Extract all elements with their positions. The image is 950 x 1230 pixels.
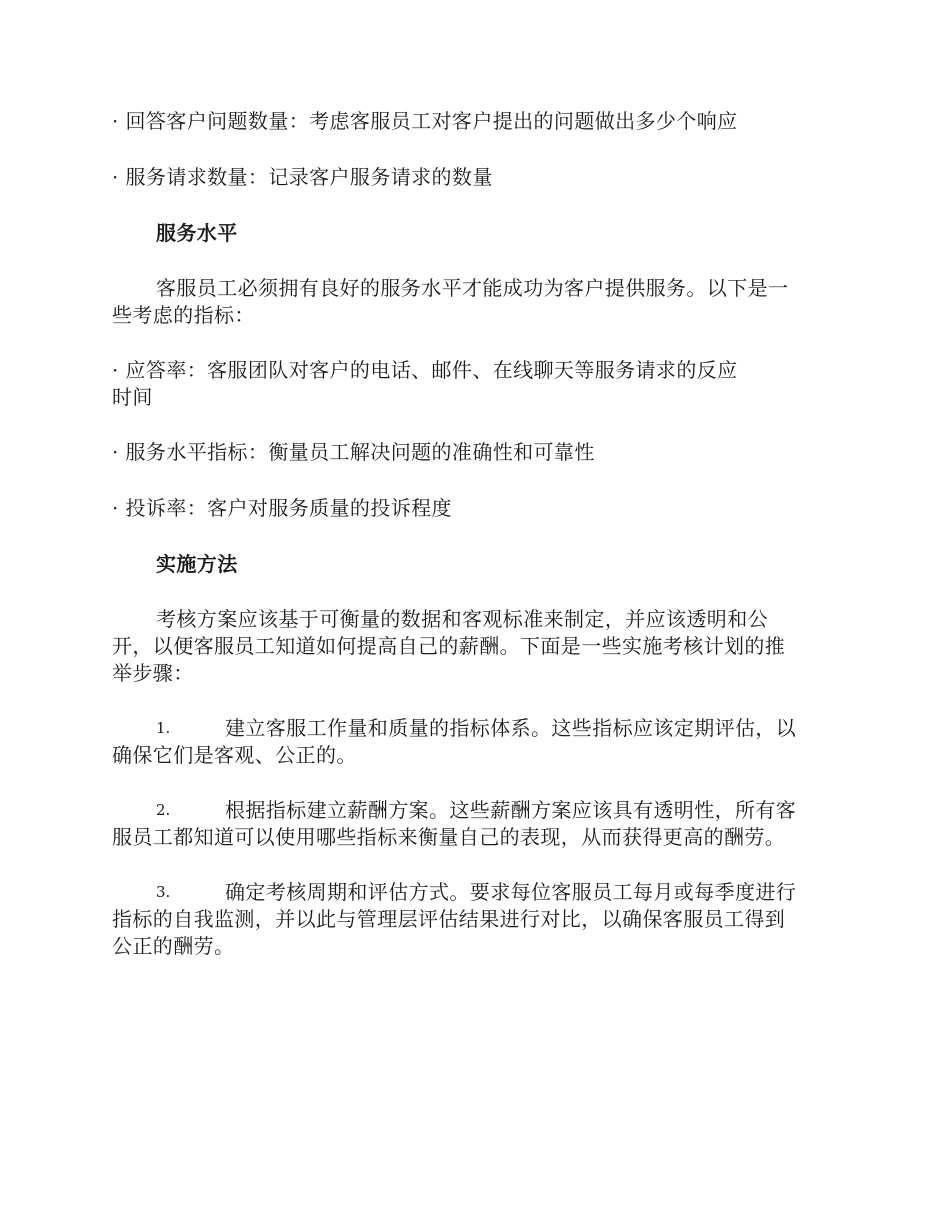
paragraph-line: 些考虑的指标： <box>112 303 255 327</box>
heading-implementation: 实施方法 <box>156 552 238 576</box>
numbered-step-2 <box>112 797 838 851</box>
step-number: 2. <box>156 801 171 819</box>
step-text: 根据指标建立薪酬方案。这些薪酬方案应该具有透明性，所有客 <box>225 798 797 822</box>
paragraph-line: 开，以便客服员工知道如何提高自己的薪酬。下面是一些实施考核计划的推 <box>112 634 786 658</box>
paragraph-line: 考核方案应该基于可衡量的数据和客观标准来制定，并应该透明和公 <box>156 607 768 631</box>
step-text: 指标的自我监测，并以此与管理层评估结果进行对比，以确保客服员工得到 <box>112 907 786 931</box>
step-text: 公正的酬劳。 <box>112 934 235 958</box>
paragraph-line: 客服员工必须拥有良好的服务水平才能成功为客户提供服务。以下是一 <box>156 276 789 300</box>
bullet-request-count: · 服务请求数量：记录客户服务请求的数量 <box>112 165 493 189</box>
paragraph-implementation-intro <box>112 606 838 687</box>
bullet-response-rate <box>112 357 838 411</box>
step-text: 确保它们是客观、公正的。 <box>112 743 357 767</box>
bullet-service-index: · 服务水平指标：衡量员工解决问题的准确性和可靠性 <box>112 440 595 464</box>
step-text: 服员工都知道可以使用哪些指标来衡量自己的表现，从而获得更高的酬劳。 <box>112 825 786 849</box>
step-text: 确定考核周期和评估方式。要求每位客服员工每月或每季度进行 <box>225 880 797 904</box>
heading-service-level: 服务水平 <box>156 221 238 245</box>
bullet-complaint-rate: · 投诉率：客户对服务质量的投诉程度 <box>112 496 452 520</box>
numbered-step-1 <box>112 715 838 769</box>
bullet-answer-count: · 回答客户问题数量：考虑客服员工对客户提出的问题做出多少个响应 <box>112 109 738 133</box>
paragraph-service-level-intro <box>112 275 838 329</box>
step-number: 3. <box>156 883 171 901</box>
numbered-step-3 <box>112 879 838 960</box>
step-number: 1. <box>156 719 171 737</box>
step-text: 建立客服工作量和质量的指标体系。这些指标应该定期评估，以 <box>225 716 797 740</box>
paragraph-line: 时间 <box>112 385 153 409</box>
paragraph-line: 举步骤： <box>112 661 194 685</box>
paragraph-line: · 应答率：客服团队对客户的电话、邮件、在线聊天等服务请求的反应 <box>112 358 738 382</box>
